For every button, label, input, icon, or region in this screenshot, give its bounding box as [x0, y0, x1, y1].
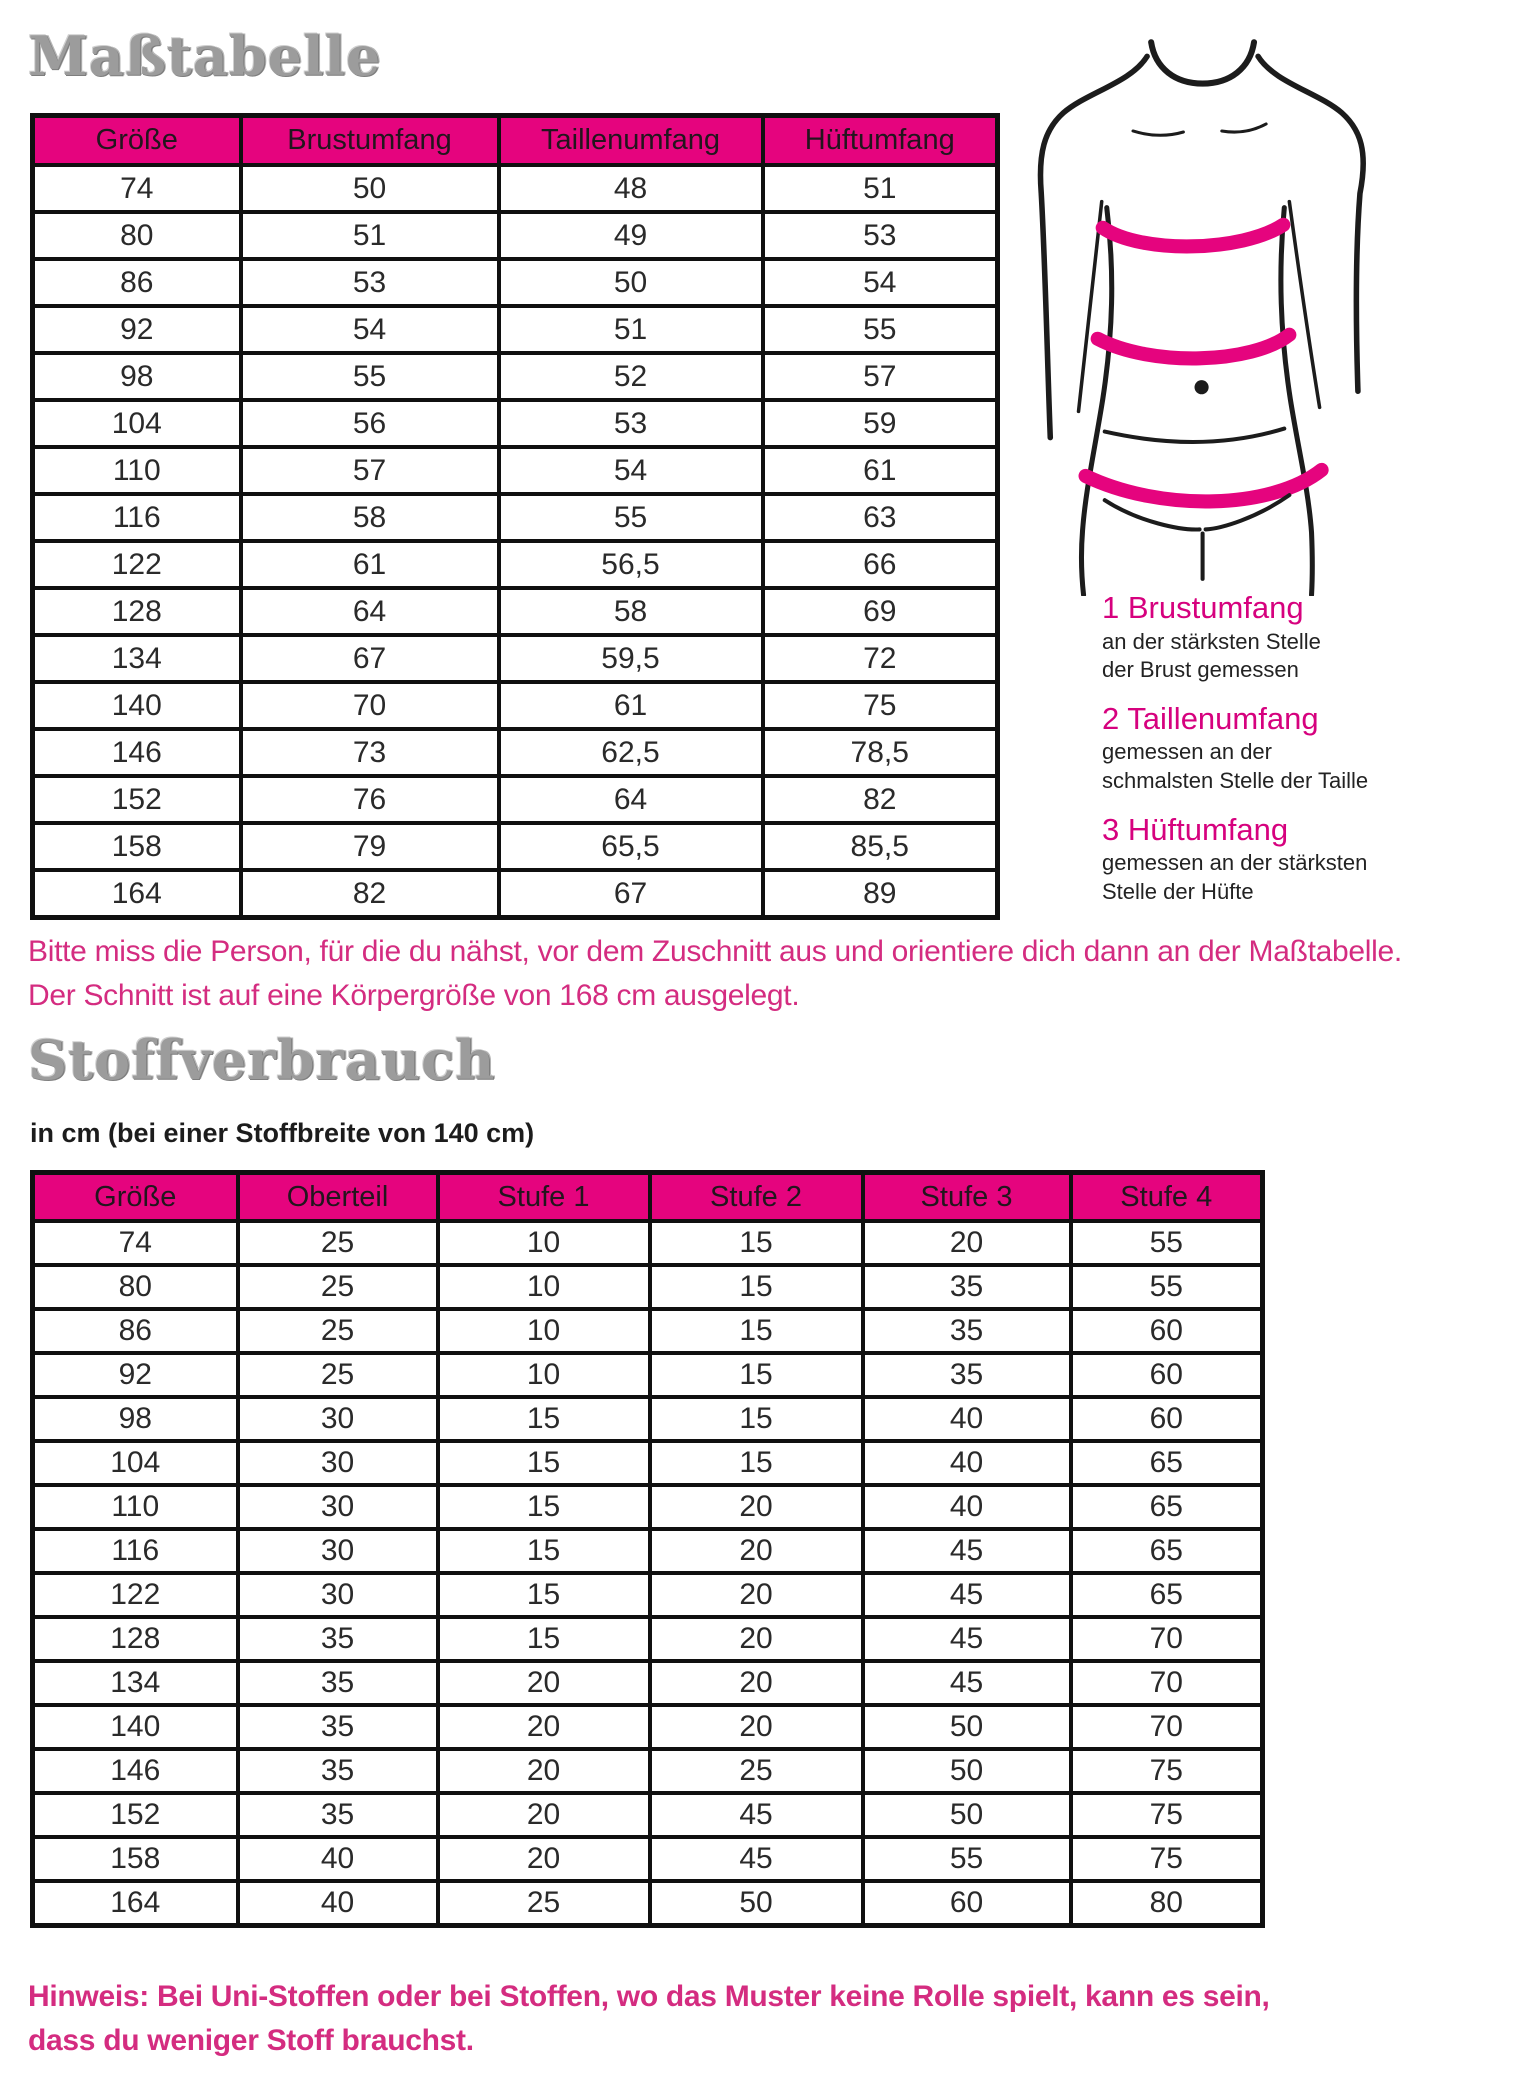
table-cell: 85,5 [763, 823, 998, 870]
table-cell: 65 [1071, 1441, 1263, 1485]
table-cell: 35 [238, 1793, 438, 1837]
measurement-legend [1102, 590, 1502, 922]
legend-description: gemessen an der [1102, 739, 1272, 765]
table-cell: 50 [241, 165, 499, 212]
table-cell: 45 [650, 1793, 863, 1837]
table-cell: 56 [241, 400, 499, 447]
table-cell: 15 [650, 1441, 863, 1485]
fabric-consumption-table [30, 1170, 1265, 1928]
measurement-table [30, 113, 1000, 920]
column-header: Größe [33, 116, 241, 166]
table-cell: 61 [241, 541, 499, 588]
table-cell: 53 [499, 400, 763, 447]
table-cell: 35 [863, 1265, 1071, 1309]
table-cell: 65 [1071, 1529, 1263, 1573]
table-cell: 122 [33, 541, 241, 588]
table-cell: 55 [1071, 1221, 1263, 1265]
table-cell: 35 [238, 1617, 438, 1661]
table-cell: 64 [241, 588, 499, 635]
table-cell: 69 [763, 588, 998, 635]
table-cell: 49 [499, 212, 763, 259]
table-cell: 146 [33, 1749, 238, 1793]
table-cell: 20 [438, 1749, 650, 1793]
table-cell: 35 [863, 1353, 1071, 1397]
fabric-width-subtitle: in cm (bei einer Stoffbreite von 140 cm) [30, 1118, 535, 1148]
table-row [33, 494, 998, 541]
table-cell: 134 [33, 1661, 238, 1705]
table-row [33, 1221, 1263, 1265]
table-cell: 79 [241, 823, 499, 870]
measuring-note-line2: Der Schnitt ist auf eine Körpergröße von 168 cm ausgelegt. [28, 979, 800, 1013]
table-cell: 60 [863, 1881, 1071, 1926]
table-cell: 128 [33, 1617, 238, 1661]
table-row [33, 1705, 1263, 1749]
table-row [33, 259, 998, 306]
table-row [33, 729, 998, 776]
table-row [33, 1397, 1263, 1441]
table-cell: 20 [650, 1573, 863, 1617]
table-row [33, 635, 998, 682]
table-cell: 110 [33, 1485, 238, 1529]
table-row [33, 1265, 1263, 1309]
table-cell: 82 [763, 776, 998, 823]
table-cell: 92 [33, 1353, 238, 1397]
table-cell: 15 [438, 1397, 650, 1441]
table-cell: 55 [1071, 1265, 1263, 1309]
table-cell: 80 [33, 1265, 238, 1309]
table-cell: 55 [499, 494, 763, 541]
table-cell: 80 [33, 212, 241, 259]
column-header: Oberteil [238, 1173, 438, 1222]
legend-description: Stelle der Hüfte [1102, 878, 1254, 904]
table-row [33, 1573, 1263, 1617]
legend-heading: 1 Brustumfang [1102, 590, 1304, 625]
legend-description: schmalsten Stelle der Taille [1102, 768, 1369, 794]
table-cell: 63 [763, 494, 998, 541]
column-header: Brustumfang [241, 116, 499, 166]
table-row [33, 682, 998, 729]
table-cell: 66 [763, 541, 998, 588]
header-row [33, 116, 998, 166]
table-cell: 40 [238, 1881, 438, 1926]
table-row [33, 1441, 1263, 1485]
table-cell: 45 [650, 1837, 863, 1881]
fabric-hint-line1: Hinweis: Bei Uni-Stoffen oder bei Stoffen, wo das Muster keine Rolle spielt, kann es sein, [28, 1980, 1270, 2013]
table-cell: 20 [650, 1485, 863, 1529]
chest-band [1103, 225, 1284, 247]
table-cell: 61 [763, 447, 998, 494]
legend-item-hueftumfang [1102, 812, 1502, 907]
table-cell: 15 [438, 1441, 650, 1485]
table-cell: 82 [241, 870, 499, 918]
table-cell: 67 [241, 635, 499, 682]
column-header: Stufe 2 [650, 1173, 863, 1222]
table-cell: 73 [241, 729, 499, 776]
table-cell: 60 [1071, 1353, 1263, 1397]
table-cell: 65 [1071, 1573, 1263, 1617]
table-cell: 60 [1071, 1309, 1263, 1353]
table-cell: 57 [763, 353, 998, 400]
table-cell: 25 [238, 1265, 438, 1309]
table-cell: 152 [33, 1793, 238, 1837]
table-cell: 98 [33, 1397, 238, 1441]
table-cell: 10 [438, 1309, 650, 1353]
table-cell: 25 [650, 1749, 863, 1793]
table-cell: 61 [499, 682, 763, 729]
table-cell: 116 [33, 494, 241, 541]
legend-heading: 2 Taillenumfang [1102, 700, 1319, 736]
table-cell: 53 [763, 212, 998, 259]
table-row [33, 1837, 1263, 1881]
table-row [33, 306, 998, 353]
table-cell: 51 [499, 306, 763, 353]
table-cell: 65,5 [499, 823, 763, 870]
table-cell: 45 [863, 1617, 1071, 1661]
table-cell: 78,5 [763, 729, 998, 776]
table-cell: 57 [241, 447, 499, 494]
table-cell: 15 [650, 1397, 863, 1441]
table-cell: 50 [863, 1705, 1071, 1749]
table-cell: 92 [33, 306, 241, 353]
measuring-note-line1: Bitte miss die Person, für die du nähst, vor dem Zuschnitt aus und orientiere dich dann an der Maßtabelle. [28, 935, 1402, 968]
table-cell: 58 [499, 588, 763, 635]
table-row [33, 541, 998, 588]
table-cell: 75 [1071, 1793, 1263, 1837]
table-row [33, 870, 998, 918]
column-header: Stufe 1 [438, 1173, 650, 1222]
table-cell: 75 [1071, 1837, 1263, 1881]
table-cell: 35 [863, 1309, 1071, 1353]
table-cell: 98 [33, 353, 241, 400]
table-cell: 70 [1071, 1705, 1263, 1749]
table-cell: 140 [33, 1705, 238, 1749]
table-cell: 15 [650, 1353, 863, 1397]
table-cell: 50 [863, 1749, 1071, 1793]
column-header: Größe [33, 1173, 238, 1222]
table-cell: 89 [763, 870, 998, 918]
section-title-masstabelle: Maßtabelle [28, 24, 382, 88]
table-cell: 20 [650, 1705, 863, 1749]
table-row [33, 1617, 1263, 1661]
table-cell: 55 [763, 306, 998, 353]
table-cell: 20 [438, 1705, 650, 1749]
legend-description: an der stärksten Stelle [1102, 628, 1321, 654]
table-row [33, 1529, 1263, 1573]
table-cell: 59 [763, 400, 998, 447]
table-row [33, 776, 998, 823]
table-cell: 54 [763, 259, 998, 306]
table-cell: 35 [238, 1749, 438, 1793]
table-row [33, 823, 998, 870]
table-cell: 20 [650, 1661, 863, 1705]
table-cell: 50 [863, 1793, 1071, 1837]
table-cell: 35 [238, 1661, 438, 1705]
table-cell: 15 [650, 1309, 863, 1353]
navel-dot [1195, 380, 1209, 394]
legend-heading: 3 Hüftumfang [1102, 811, 1289, 847]
table-cell: 76 [241, 776, 499, 823]
table-cell: 64 [499, 776, 763, 823]
legend-item-brustumfang [1102, 590, 1502, 685]
table-cell: 152 [33, 776, 241, 823]
table-cell: 15 [438, 1529, 650, 1573]
table-cell: 110 [33, 447, 241, 494]
table-cell: 30 [238, 1397, 438, 1441]
table-cell: 10 [438, 1265, 650, 1309]
table-cell: 15 [650, 1265, 863, 1309]
table-cell: 70 [1071, 1617, 1263, 1661]
header-row [33, 1173, 1263, 1222]
table-cell: 30 [238, 1529, 438, 1573]
table-cell: 140 [33, 682, 241, 729]
table-cell: 10 [438, 1353, 650, 1397]
table-cell: 104 [33, 400, 241, 447]
column-header: Stufe 3 [863, 1173, 1071, 1222]
table-cell: 40 [863, 1485, 1071, 1529]
table-cell: 158 [33, 1837, 238, 1881]
table-cell: 25 [438, 1881, 650, 1926]
column-header: Stufe 4 [1071, 1173, 1263, 1222]
table-cell: 60 [1071, 1397, 1263, 1441]
table-cell: 56,5 [499, 541, 763, 588]
table-cell: 164 [33, 870, 241, 918]
table-cell: 62,5 [499, 729, 763, 776]
table-cell: 20 [650, 1529, 863, 1573]
table-cell: 51 [241, 212, 499, 259]
table-row [33, 1353, 1263, 1397]
torso-sketch-icon [1030, 16, 1470, 596]
table-cell: 20 [438, 1837, 650, 1881]
table-cell: 50 [650, 1881, 863, 1926]
table-cell: 30 [238, 1485, 438, 1529]
table-cell: 53 [241, 259, 499, 306]
table-cell: 70 [241, 682, 499, 729]
table-cell: 20 [863, 1221, 1071, 1265]
table-cell: 52 [499, 353, 763, 400]
table-cell: 45 [863, 1573, 1071, 1617]
table-cell: 40 [238, 1837, 438, 1881]
table-cell: 86 [33, 1309, 238, 1353]
table-cell: 30 [238, 1573, 438, 1617]
table-cell: 45 [863, 1529, 1071, 1573]
table-cell: 35 [238, 1705, 438, 1749]
legend-item-taillenumfang [1102, 701, 1502, 796]
table-cell: 75 [763, 682, 998, 729]
table-row [33, 212, 998, 259]
table-cell: 51 [763, 165, 998, 212]
table-cell: 15 [438, 1573, 650, 1617]
column-header: Taillenumfang [499, 116, 763, 166]
table-cell: 70 [1071, 1661, 1263, 1705]
table-cell: 58 [241, 494, 499, 541]
table-cell: 164 [33, 1881, 238, 1926]
table-cell: 15 [438, 1485, 650, 1529]
fabric-hint-note [28, 1975, 1488, 2064]
table-cell: 55 [241, 353, 499, 400]
table-row [33, 353, 998, 400]
table-cell: 128 [33, 588, 241, 635]
legend-description: gemessen an der stärksten [1102, 850, 1368, 876]
table-cell: 65 [1071, 1485, 1263, 1529]
table-cell: 116 [33, 1529, 238, 1573]
section-title-stoffverbrauch: Stoffverbrauch [28, 1028, 496, 1092]
table-row [33, 1309, 1263, 1353]
table-cell: 10 [438, 1221, 650, 1265]
table-row [33, 1793, 1263, 1837]
table-cell: 50 [499, 259, 763, 306]
table-cell: 158 [33, 823, 241, 870]
table-row [33, 588, 998, 635]
table-cell: 74 [33, 1221, 238, 1265]
table-row [33, 1661, 1263, 1705]
table-cell: 45 [863, 1661, 1071, 1705]
table-cell: 146 [33, 729, 241, 776]
table-cell: 20 [438, 1793, 650, 1837]
table-cell: 67 [499, 870, 763, 918]
table-cell: 40 [863, 1397, 1071, 1441]
table-cell: 30 [238, 1441, 438, 1485]
table-cell: 86 [33, 259, 241, 306]
table-row [33, 447, 998, 494]
body-measurement-figure [1030, 16, 1470, 596]
legend-description: der Brust gemessen [1102, 657, 1299, 683]
table-cell: 25 [238, 1353, 438, 1397]
table-cell: 59,5 [499, 635, 763, 682]
table-row [33, 400, 998, 447]
table-row [33, 1749, 1263, 1793]
table-row [33, 165, 998, 212]
table-row [33, 1485, 1263, 1529]
table-cell: 15 [650, 1221, 863, 1265]
table-cell: 48 [499, 165, 763, 212]
table-cell: 72 [763, 635, 998, 682]
fabric-hint-line2: dass du weniger Stoff brauchst. [28, 2024, 474, 2058]
table-row [33, 1881, 1263, 1926]
table-cell: 40 [863, 1441, 1071, 1485]
table-cell: 75 [1071, 1749, 1263, 1793]
table-cell: 134 [33, 635, 241, 682]
table-cell: 54 [241, 306, 499, 353]
table-cell: 15 [438, 1617, 650, 1661]
table-cell: 20 [438, 1661, 650, 1705]
table-cell: 80 [1071, 1881, 1263, 1926]
measuring-note [28, 930, 1508, 1019]
table-cell: 54 [499, 447, 763, 494]
table-cell: 25 [238, 1221, 438, 1265]
table-cell: 25 [238, 1309, 438, 1353]
column-header: Hüftumfang [763, 116, 998, 166]
waist-band [1098, 335, 1290, 359]
table-cell: 55 [863, 1837, 1071, 1881]
table-cell: 104 [33, 1441, 238, 1485]
table-cell: 122 [33, 1573, 238, 1617]
table-cell: 20 [650, 1617, 863, 1661]
table-cell: 74 [33, 165, 241, 212]
